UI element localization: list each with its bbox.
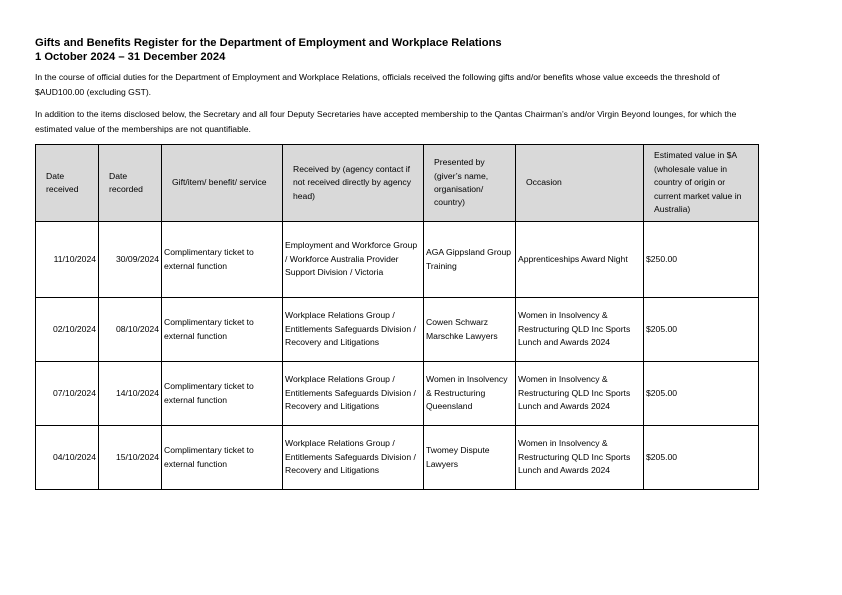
- cell-occasion: Apprenticeships Award Night: [516, 222, 644, 298]
- memberships-paragraph: In addition to the items disclosed below, the Secretary and all four Deputy Secretaries have accepted membership to the Qantas Chairman’s and/or Virgin Beyond lounges, for which the estimated value of the memberships are not quantifiable.: [35, 109, 737, 134]
- header-presented-by: Presented by (giver’s name, organisation/ country): [424, 145, 516, 222]
- intro-paragraph: In the course of official duties for the Department of Employment and Workplace Relations, officials received the following gifts and/or benefits whose value exceeds the threshold of $AUD100.00 (excluding GST).: [35, 72, 720, 97]
- cell-gift: Complimentary ticket to external function: [162, 298, 283, 362]
- table-header-row: [36, 145, 759, 222]
- cell-occasion: Women in Insolvency & Restructuring QLD Inc Sports Lunch and Awards 2024: [516, 426, 644, 490]
- cell-date-recorded: 08/10/2024: [99, 298, 162, 362]
- cell-presented-by: Twomey Dispute Lawyers: [424, 426, 516, 490]
- page-title: Gifts and Benefits Register for the Department of Employment and Workplace Relations: [35, 37, 502, 49]
- cell-presented-by: Women in Insolvency & Restructuring Queensland: [424, 362, 516, 426]
- header-received-by: Received by (agency contact if not received directly by agency head): [283, 145, 424, 222]
- header-date-received: Date received: [36, 145, 99, 222]
- table-row: [36, 362, 759, 426]
- cell-date-received: 11/10/2024: [36, 222, 99, 298]
- cell-received-by: Workplace Relations Group / Entitlements Safeguards Division / Recovery and Litigations: [283, 298, 424, 362]
- cell-estimated-value: $205.00: [644, 426, 759, 490]
- cell-estimated-value: $250.00: [644, 222, 759, 298]
- table-row: [36, 298, 759, 362]
- cell-occasion: Women in Insolvency & Restructuring QLD Inc Sports Lunch and Awards 2024: [516, 362, 644, 426]
- cell-received-by: Workplace Relations Group / Entitlements Safeguards Division / Recovery and Litigations: [283, 362, 424, 426]
- cell-received-by: Workplace Relations Group / Entitlements Safeguards Division / Recovery and Litigations: [283, 426, 424, 490]
- cell-date-recorded: 15/10/2024: [99, 426, 162, 490]
- table-row: [36, 426, 759, 490]
- cell-date-recorded: 30/09/2024: [99, 222, 162, 298]
- cell-gift: Complimentary ticket to external function: [162, 362, 283, 426]
- gifts-register-table: [35, 144, 759, 490]
- cell-presented-by: Cowen Schwarz Marschke Lawyers: [424, 298, 516, 362]
- cell-date-received: 04/10/2024: [36, 426, 99, 490]
- header-date-recorded: Date recorded: [99, 145, 162, 222]
- header-estimated-value: Estimated value in $A (wholesale value in country of origin or current market value in Australia): [644, 145, 759, 222]
- header-gift: Gift/item/ benefit/ service: [162, 145, 283, 222]
- cell-presented-by: AGA Gippsland Group Training: [424, 222, 516, 298]
- cell-gift: Complimentary ticket to external function: [162, 426, 283, 490]
- cell-date-recorded: 14/10/2024: [99, 362, 162, 426]
- cell-date-received: 07/10/2024: [36, 362, 99, 426]
- reporting-period: 1 October 2024 – 31 December 2024: [35, 51, 226, 63]
- cell-occasion: Women in Insolvency & Restructuring QLD Inc Sports Lunch and Awards 2024: [516, 298, 644, 362]
- header-occasion: Occasion: [516, 145, 644, 222]
- cell-estimated-value: $205.00: [644, 362, 759, 426]
- table-row: [36, 222, 759, 298]
- cell-gift: Complimentary ticket to external function: [162, 222, 283, 298]
- cell-estimated-value: $205.00: [644, 298, 759, 362]
- cell-received-by: Employment and Workforce Group / Workforce Australia Provider Support Division / Victoria: [283, 222, 424, 298]
- cell-date-received: 02/10/2024: [36, 298, 99, 362]
